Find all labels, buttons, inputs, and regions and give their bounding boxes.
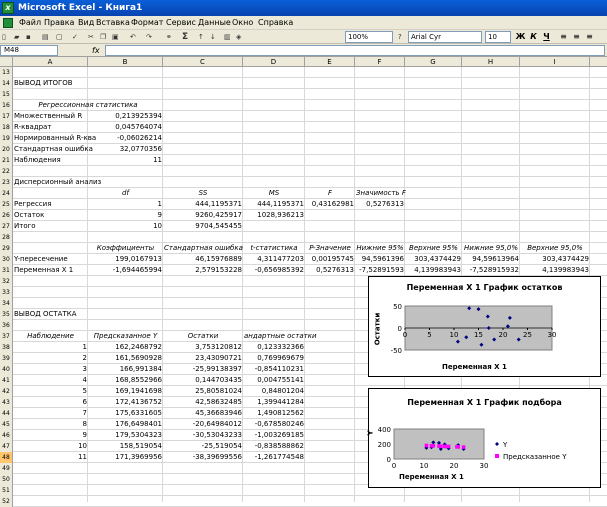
sheet-row	[0, 496, 607, 507]
cell-b41[interactable]: 168,8552966	[115, 376, 162, 384]
row-header[interactable]: 36	[0, 320, 13, 331]
legend-marker-predicted	[495, 454, 499, 458]
fit-chart-ylabel: Y	[366, 430, 375, 436]
cell-a27[interactable]: Итого	[14, 222, 36, 230]
residual-chart-ylabel: Остатки	[373, 312, 382, 346]
window-title: Microsoft Excel - Книга1	[18, 3, 143, 13]
cell-a46[interactable]: 9	[82, 431, 87, 439]
column-header-d[interactable]: D	[243, 57, 305, 67]
column-header-e[interactable]: E	[305, 57, 355, 67]
sheet-row	[0, 188, 607, 199]
row-header[interactable]: 27	[0, 221, 13, 232]
row-header[interactable]: 25	[0, 199, 13, 210]
y-tick-label: 0	[397, 325, 402, 333]
cut-icon[interactable]: ✂	[88, 33, 94, 41]
hyperlink-icon[interactable]: ⚭	[166, 33, 172, 41]
formula-bar	[0, 44, 607, 57]
cell-c41[interactable]: 0,144703435	[195, 376, 242, 384]
cell-c43[interactable]: 42,58632485	[195, 398, 242, 406]
residual-chart-xlabel: Переменная X 1	[442, 363, 507, 371]
cell-a37[interactable]: Наблюдение	[27, 332, 74, 340]
y-tick-label: 0	[386, 456, 391, 464]
predicted-y-point	[447, 445, 451, 449]
cell-d44[interactable]: 1,490812562	[257, 409, 304, 417]
cell-a19[interactable]: Нормированный R-ква	[14, 134, 97, 142]
preview-icon[interactable]: ▢	[56, 33, 63, 41]
x-tick-label: 20	[498, 331, 508, 339]
sheet-row	[0, 166, 607, 177]
cell-a16[interactable]: Регрессионная статистика	[38, 101, 138, 109]
x-tick-label: 15	[474, 331, 483, 339]
cell-a31[interactable]: Переменная X 1	[14, 266, 74, 274]
row-header[interactable]: 49	[0, 463, 13, 474]
sheet-row	[0, 111, 607, 122]
x-tick-label: 30	[547, 331, 557, 339]
zoom-value: 100%	[348, 33, 369, 41]
spell-icon[interactable]: ✓	[72, 33, 78, 41]
cell-d45[interactable]: -0,678580246	[254, 420, 304, 428]
row-header[interactable]: 20	[0, 144, 13, 155]
cell-a44[interactable]: 7	[82, 409, 87, 417]
x-tick-label: 30	[479, 462, 489, 470]
workbook-icon[interactable]	[3, 18, 13, 28]
sheet-row	[0, 155, 607, 166]
cell-g29[interactable]: Верхние 95%	[409, 244, 458, 252]
row-header[interactable]: 31	[0, 265, 13, 276]
row-header[interactable]: 35	[0, 309, 13, 320]
fit-chart-plot	[366, 389, 602, 489]
column-headers	[0, 57, 607, 67]
cell-d38[interactable]: 0,123332366	[257, 343, 304, 351]
sheet-row	[0, 78, 607, 89]
menu-insert[interactable]: Вставка	[96, 18, 130, 27]
row-header[interactable]: 26	[0, 210, 13, 221]
cell-a48[interactable]: 11	[78, 453, 87, 461]
menu-tools[interactable]: Сервис	[166, 18, 196, 27]
chart-wizard-icon[interactable]: ▥	[224, 33, 231, 41]
column-header-g[interactable]: G	[405, 57, 462, 67]
select-all-corner[interactable]	[0, 57, 13, 67]
predicted-y-point	[439, 444, 443, 448]
cell-b18[interactable]: 0,045764074	[115, 123, 162, 131]
cell-b24[interactable]: df	[122, 189, 129, 197]
cell-c47[interactable]: -25,519054	[201, 442, 242, 450]
excel-logo-icon: x	[2, 2, 14, 14]
row-header[interactable]: 51	[0, 485, 13, 496]
fit-chart-xlabel: Переменная X 1	[399, 473, 464, 481]
cell-e30[interactable]: 0,00195745	[311, 255, 354, 263]
cell-b37[interactable]: Предсказанное Y	[93, 332, 158, 340]
cell-a25[interactable]: Регрессия	[14, 200, 52, 208]
cell-b17[interactable]: 0,213925394	[115, 112, 162, 120]
cell-b20[interactable]: 32,0770356	[119, 145, 162, 153]
cell-i30[interactable]: 303,4374429	[542, 255, 589, 263]
formula-input[interactable]	[105, 45, 605, 56]
row-header[interactable]: 28	[0, 232, 13, 243]
sort-asc-icon[interactable]: ↑	[198, 33, 204, 41]
row-header[interactable]: 24	[0, 188, 13, 199]
sheet-row	[0, 254, 607, 265]
undo-icon[interactable]: ↶	[130, 33, 136, 41]
autosum-button[interactable]: Σ	[182, 32, 189, 42]
underline-button[interactable]: Ч	[543, 32, 550, 41]
cell-c29[interactable]: Стандартная ошибка	[164, 244, 243, 252]
x-tick-label: 20	[449, 462, 459, 470]
cell-f29[interactable]: Нижние 95%	[356, 244, 404, 252]
menu-data[interactable]: Данные	[198, 18, 231, 27]
cell-d31[interactable]: -0,656985392	[254, 266, 304, 274]
row-header[interactable]: 16	[0, 100, 13, 111]
cell-i31[interactable]: 4,139983943	[542, 266, 589, 274]
cell-d42[interactable]: 0,84801204	[261, 387, 304, 395]
x-tick-label: 25	[523, 331, 532, 339]
x-tick-label: 10	[449, 331, 459, 339]
row-header[interactable]: 39	[0, 353, 13, 364]
italic-button[interactable]: К	[530, 32, 537, 41]
row-header[interactable]: 41	[0, 375, 13, 386]
zoom-select[interactable]	[345, 31, 393, 43]
cell-b40[interactable]: 166,991384	[119, 365, 162, 373]
row-header[interactable]: 34	[0, 298, 13, 309]
cell-h31[interactable]: -7,528915932	[469, 266, 519, 274]
row-header[interactable]: 45	[0, 419, 13, 430]
cell-h29[interactable]: Нижние 95,0%	[463, 244, 518, 252]
save-icon[interactable]: ▪	[26, 33, 31, 41]
residual-chart-title: Переменная X 1 График остатков	[406, 283, 563, 292]
cell-c31[interactable]: 2,579153228	[195, 266, 242, 274]
cell-a43[interactable]: 6	[82, 398, 87, 406]
row-header[interactable]: 30	[0, 254, 13, 265]
row-header[interactable]: 29	[0, 243, 13, 254]
title-bar	[0, 0, 607, 16]
cell-a17[interactable]: Множественный R	[14, 112, 83, 120]
y-tick-label: 400	[377, 426, 391, 434]
align-center-icon[interactable]: ≡	[573, 32, 580, 41]
sheet-row	[0, 265, 607, 276]
cell-b38[interactable]: 162,2468792	[115, 343, 162, 351]
cell-b47[interactable]: 158,519054	[119, 442, 162, 450]
menu-file[interactable]: Файл	[19, 18, 42, 27]
name-box-value: M48	[4, 46, 19, 54]
x-tick-label: 5	[427, 331, 432, 339]
residual-chart[interactable]	[368, 276, 601, 377]
cell-b26[interactable]: 9	[157, 211, 162, 219]
column-header-i[interactable]: I	[520, 57, 590, 67]
row-header[interactable]: 33	[0, 287, 13, 298]
sheet-row	[0, 100, 607, 111]
row-header[interactable]: 43	[0, 397, 13, 408]
name-box[interactable]	[0, 45, 58, 56]
x-tick-label: 0	[391, 462, 397, 470]
cell-d40[interactable]: -0,854110231	[254, 365, 304, 373]
sheet-row	[0, 221, 607, 232]
align-left-icon[interactable]: ≡	[560, 32, 567, 41]
cell-d26[interactable]: 1028,936213	[257, 211, 304, 219]
sheet-row	[0, 210, 607, 221]
cell-b45[interactable]: 176,6498401	[115, 420, 162, 428]
font-size-select[interactable]	[485, 31, 511, 43]
paste-icon[interactable]: ▣	[112, 33, 119, 41]
font-name-value: Arial Cyr	[411, 33, 441, 41]
cell-e31[interactable]: 0,5276313	[316, 266, 354, 274]
cell-a40[interactable]: 3	[82, 365, 87, 373]
cell-a23[interactable]: Дисперсионный анализ	[14, 178, 102, 186]
row-header[interactable]: 44	[0, 408, 13, 419]
cell-b42[interactable]: 169,1941698	[115, 387, 162, 395]
cell-e25[interactable]: 0,43162981	[311, 200, 354, 208]
align-right-icon[interactable]: ≡	[586, 32, 593, 41]
menu-help[interactable]: Справка	[258, 18, 294, 27]
cell-c26[interactable]: 9260,425917	[195, 211, 242, 219]
sheet-row	[0, 122, 607, 133]
cell-h30[interactable]: 94,59613964	[472, 255, 519, 263]
cell-e29[interactable]: P-Значение	[309, 244, 351, 252]
fit-chart[interactable]	[368, 388, 601, 488]
row-header[interactable]: 19	[0, 133, 13, 144]
cell-d41[interactable]: 0,004755141	[257, 376, 304, 384]
menu-view[interactable]: Вид	[78, 18, 95, 27]
cell-g30[interactable]: 303,4374429	[414, 255, 461, 263]
row-header[interactable]: 13	[0, 67, 13, 78]
cell-c38[interactable]: 3,753120812	[195, 343, 242, 351]
sort-desc-icon[interactable]: ↓	[210, 33, 216, 41]
predicted-y-point	[430, 444, 434, 448]
cell-a39[interactable]: 2	[82, 354, 87, 362]
bold-button[interactable]: Ж	[515, 32, 526, 41]
y-tick-label: 200	[377, 441, 391, 449]
fit-chart-title: Переменная X 1 График подбора	[407, 398, 562, 407]
font-size-value: 10	[488, 33, 497, 41]
sheet-row	[0, 133, 607, 144]
cell-d43[interactable]: 1,399441284	[257, 398, 304, 406]
cell-a30[interactable]: Y-пересечение	[14, 255, 68, 263]
row-header[interactable]: 22	[0, 166, 13, 177]
cell-d25[interactable]: 444,1195371	[257, 200, 304, 208]
row-header[interactable]: 50	[0, 474, 13, 485]
cell-c37[interactable]: Остатки	[187, 332, 219, 340]
cell-b39[interactable]: 161,5690928	[115, 354, 162, 362]
cell-a26[interactable]: Остаток	[14, 211, 45, 219]
row-header[interactable]: 48	[0, 452, 13, 463]
toolbar	[0, 30, 607, 44]
legend-marker-y	[495, 442, 499, 446]
y-tick-label: -50	[390, 347, 402, 355]
cell-b43[interactable]: 172,4136752	[115, 398, 162, 406]
cell-f25[interactable]: 0,5276313	[366, 200, 404, 208]
predicted-y-point	[456, 445, 460, 449]
cell-c27[interactable]: 9704,545455	[195, 222, 242, 230]
menu-format[interactable]: Формат	[131, 18, 164, 27]
menu-edit[interactable]: Правка	[44, 18, 75, 27]
cell-a41[interactable]: 4	[82, 376, 87, 384]
menu-bar	[0, 16, 607, 30]
row-header[interactable]: 46	[0, 430, 13, 441]
cell-d29[interactable]: t-статистика	[250, 244, 298, 252]
x-tick-label: 0	[402, 331, 408, 339]
cell-d46[interactable]: -1,003269185	[254, 431, 304, 439]
legend-label-y: Y	[503, 441, 508, 449]
cell-c44[interactable]: 45,36683946	[195, 409, 242, 417]
sheet-row	[0, 67, 607, 78]
sheet-row	[0, 144, 607, 155]
cell-f31[interactable]: -7,52891593	[359, 266, 404, 274]
row-header[interactable]: 38	[0, 342, 13, 353]
cell-b25[interactable]: 1	[157, 200, 162, 208]
cell-f30[interactable]: 94,5961396	[361, 255, 404, 263]
cell-a14[interactable]: ВЫВОД ИТОГОВ	[14, 79, 73, 87]
y-tick-label: 50	[393, 303, 402, 311]
sheet-row	[0, 199, 607, 210]
column-header-f[interactable]: F	[355, 57, 405, 67]
cell-a18[interactable]: R-квадрат	[14, 123, 52, 131]
x-tick-label: 10	[419, 462, 429, 470]
cell-b19[interactable]: -0,06026214	[117, 134, 162, 142]
new-icon[interactable]: ▯	[2, 33, 6, 41]
cell-c40[interactable]: -25,99138397	[192, 365, 242, 373]
column-header-a[interactable]: A	[13, 57, 88, 67]
cell-a42[interactable]: 5	[82, 387, 87, 395]
row-header[interactable]: 40	[0, 364, 13, 375]
row-header[interactable]: 15	[0, 89, 13, 100]
font-name-select[interactable]	[408, 31, 482, 43]
redo-icon[interactable]: ↷	[146, 33, 152, 41]
row-header[interactable]: 37	[0, 331, 13, 342]
column-header-b[interactable]: B	[88, 57, 163, 67]
sheet-row	[0, 177, 607, 188]
menu-window[interactable]: Окно	[232, 18, 254, 27]
cell-a21[interactable]: Наблюдения	[14, 156, 61, 164]
predicted-y-point	[425, 444, 429, 448]
cell-a47[interactable]: 10	[78, 442, 87, 450]
column-header-h[interactable]: H	[462, 57, 520, 67]
print-icon[interactable]: ▤	[42, 33, 49, 41]
cell-b27[interactable]: 10	[153, 222, 162, 230]
cell-b31[interactable]: -1,694465994	[112, 266, 162, 274]
cell-d24[interactable]: MS	[268, 189, 280, 197]
cell-d39[interactable]: 0,769969679	[257, 354, 304, 362]
cell-c24[interactable]: SS	[198, 189, 208, 197]
cell-d47[interactable]: -0,838588862	[254, 442, 304, 450]
cell-b46[interactable]: 179,5304323	[115, 431, 162, 439]
row-header[interactable]: 21	[0, 155, 13, 166]
row-header[interactable]: 52	[0, 496, 13, 507]
copy-icon[interactable]: ❐	[100, 33, 107, 41]
cell-b21[interactable]: 11	[153, 156, 162, 164]
cell-g31[interactable]: 4,139983943	[414, 266, 461, 274]
sheet-row	[0, 243, 607, 254]
cell-d30[interactable]: 4,311477203	[257, 255, 304, 263]
row-header[interactable]: 47	[0, 441, 13, 452]
cell-c42[interactable]: 25,80581024	[195, 387, 242, 395]
cell-b29[interactable]: Коэффициенты	[96, 244, 155, 252]
cell-e24[interactable]: F	[327, 189, 333, 197]
predicted-y-point	[443, 445, 447, 449]
row-header[interactable]: 18	[0, 122, 13, 133]
row-header[interactable]: 17	[0, 111, 13, 122]
row-header[interactable]: 42	[0, 386, 13, 397]
row-header[interactable]: 23	[0, 177, 13, 188]
cell-a20[interactable]: Стандартная ошибка	[14, 145, 93, 153]
row-header[interactable]: 14	[0, 78, 13, 89]
cell-c30[interactable]: 46,15976889	[195, 255, 242, 263]
predicted-y-point	[462, 445, 466, 449]
sheet-row	[0, 232, 607, 243]
cell-d48[interactable]: -1,261774548	[254, 453, 304, 461]
cell-c46[interactable]: -30,53043233	[192, 431, 242, 439]
drawing-icon[interactable]: ◈	[236, 33, 242, 41]
cell-a38[interactable]: 1	[82, 343, 87, 351]
sheet-row	[0, 89, 607, 100]
cell-i29[interactable]: Верхние 95,0%	[527, 244, 583, 252]
cell-b30[interactable]: 199,0167913	[115, 255, 162, 263]
cell-f24[interactable]: Значимость F	[356, 189, 406, 197]
open-icon[interactable]: ▰	[14, 33, 20, 41]
cell-b48[interactable]: 171,3969956	[115, 453, 162, 461]
cell-c39[interactable]: 23,43090721	[195, 354, 242, 362]
fx-icon[interactable]: fx	[92, 46, 100, 55]
cell-c48[interactable]: -38,39699556	[192, 453, 242, 461]
cell-c45[interactable]: -20,64984012	[192, 420, 242, 428]
cell-b44[interactable]: 175,6331605	[115, 409, 162, 417]
column-header-c[interactable]: C	[163, 57, 243, 67]
help-icon[interactable]: ?	[398, 33, 402, 41]
cell-c25[interactable]: 444,1195371	[195, 200, 242, 208]
cell-a45[interactable]: 8	[82, 420, 87, 428]
row-header[interactable]: 32	[0, 276, 13, 287]
cell-d37[interactable]: андартные остатки	[244, 332, 317, 340]
residual-chart-plot	[369, 277, 602, 378]
cell-a35[interactable]: ВЫВОД ОСТАТКА	[14, 310, 77, 318]
legend-label-predicted: Предсказанное Y	[503, 453, 567, 461]
